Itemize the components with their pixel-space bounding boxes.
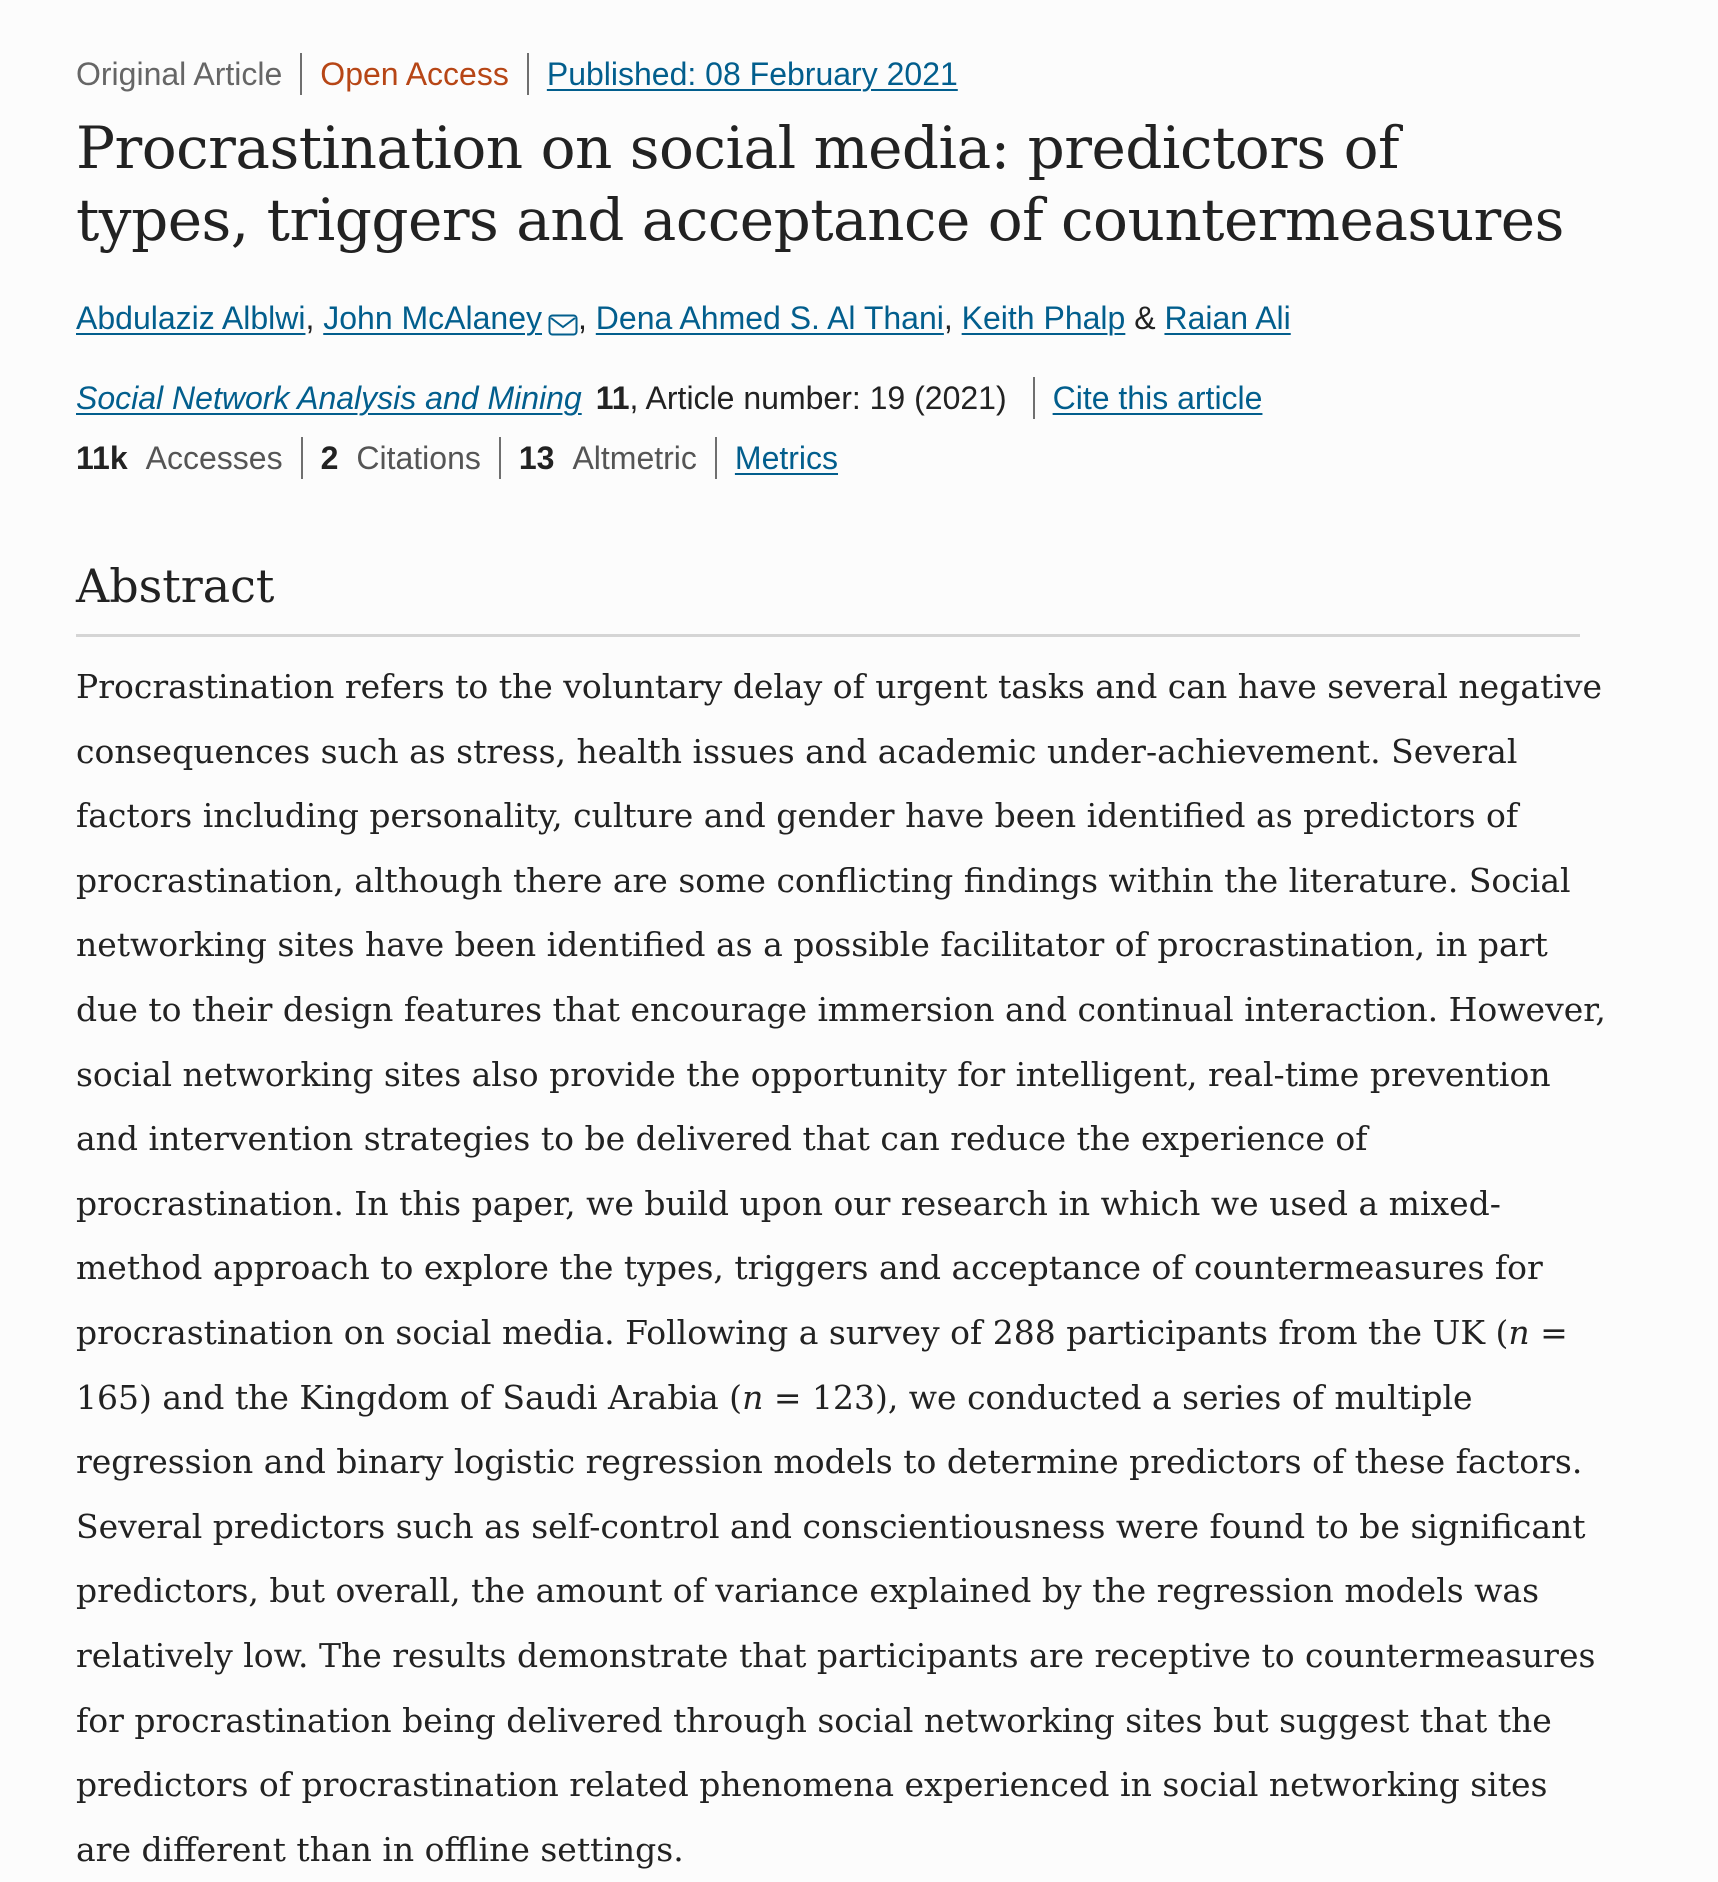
abstract-heading: Abstract — [76, 559, 275, 613]
article-meta-line — [76, 52, 976, 96]
author-link-phalp[interactable]: Keith Phalp — [961, 300, 1126, 336]
author-list — [76, 296, 1291, 340]
article-metrics — [76, 436, 838, 480]
article-number: , Article number: 19 (2021) — [629, 380, 1007, 416]
author-link-ali[interactable]: Raian Ali — [1164, 300, 1291, 336]
mail-icon[interactable] — [548, 303, 578, 325]
abstract-text — [76, 655, 1606, 1882]
metrics-link[interactable]: Metrics — [734, 440, 839, 476]
author-link-mcalaney[interactable]: John McAlaney — [323, 300, 543, 336]
volume-number: 11 — [595, 380, 630, 416]
abstract-text-part: = 123), we conducted a series of multiple regression and binary logistic regression models to determine predictors of these factors. Several predictors such as self-control and conscientiousness were found to be significant predictors, but overall, the amount of variance explained by the regression models was relatively low. The results demonstrate that participants are receptive to countermeasures for procrastination being delivered through social networking sites but suggest that the predictors of procrastination related phenomena experienced in social networking sites are different than in offline settings. — [76, 1377, 1596, 1869]
abstract-text-part: = 165) and the Kingdom of Saudi Arabia ( — [76, 1312, 1568, 1417]
citations-label: Citations — [356, 440, 481, 476]
cite-this-article-link[interactable]: Cite this article — [1052, 380, 1263, 416]
abstract-text-part: Procrastination refers to the voluntary delay of urgent tasks and can have several negative consequences such as stress, health issues and academic under-achievement. Several factors including personality, culture and gender have been identified as predictors of procrastination, although there are some conflicting findings within the literature. Social networking sites have been identified as a possible facilitator of procrastination, in part due to their design features that encourage immersion and continual interaction. However, social networking sites also provide the opportunity for intelligent, real-time prevention and intervention strategies to be delivered that can reduce the experience of procrastination. In this paper, we build upon our research in which we used a mixed-method approach to explore the types, triggers and acceptance of countermeasures for procrastination on social media. Following a survey of 288 participants from the UK ( — [76, 667, 1606, 1352]
article-type: Original Article — [76, 56, 283, 92]
accesses-count: 11k — [76, 440, 128, 476]
n-symbol: n — [1508, 1312, 1530, 1352]
divider — [1033, 377, 1035, 419]
divider — [499, 437, 501, 479]
author-separator: , — [943, 300, 962, 336]
author-separator: , — [305, 300, 324, 336]
author-link-al-thani[interactable]: Dena Ahmed S. Al Thani — [595, 300, 944, 336]
open-access-badge: Open Access — [320, 56, 509, 92]
journal-info — [76, 376, 1262, 420]
accesses-label: Accesses — [145, 440, 283, 476]
section-divider — [76, 634, 1580, 637]
divider — [715, 437, 717, 479]
n-symbol: n — [742, 1377, 764, 1417]
journal-link[interactable]: Social Network Analysis and Mining — [76, 380, 582, 416]
altmetric-count: 13 — [518, 440, 555, 476]
page-title: Procrastination on social media: predictors of types, triggers and acceptance of countermeasures — [76, 114, 1564, 254]
author-link-alblwi[interactable]: Abdulaziz Alblwi — [76, 300, 306, 336]
author-separator: & — [1125, 300, 1165, 336]
altmetric-label: Altmetric — [572, 440, 697, 476]
citations-count: 2 — [320, 440, 339, 476]
divider — [301, 437, 303, 479]
author-separator: , — [578, 300, 596, 336]
published-date-link[interactable]: Published: 08 February 2021 — [546, 56, 958, 92]
